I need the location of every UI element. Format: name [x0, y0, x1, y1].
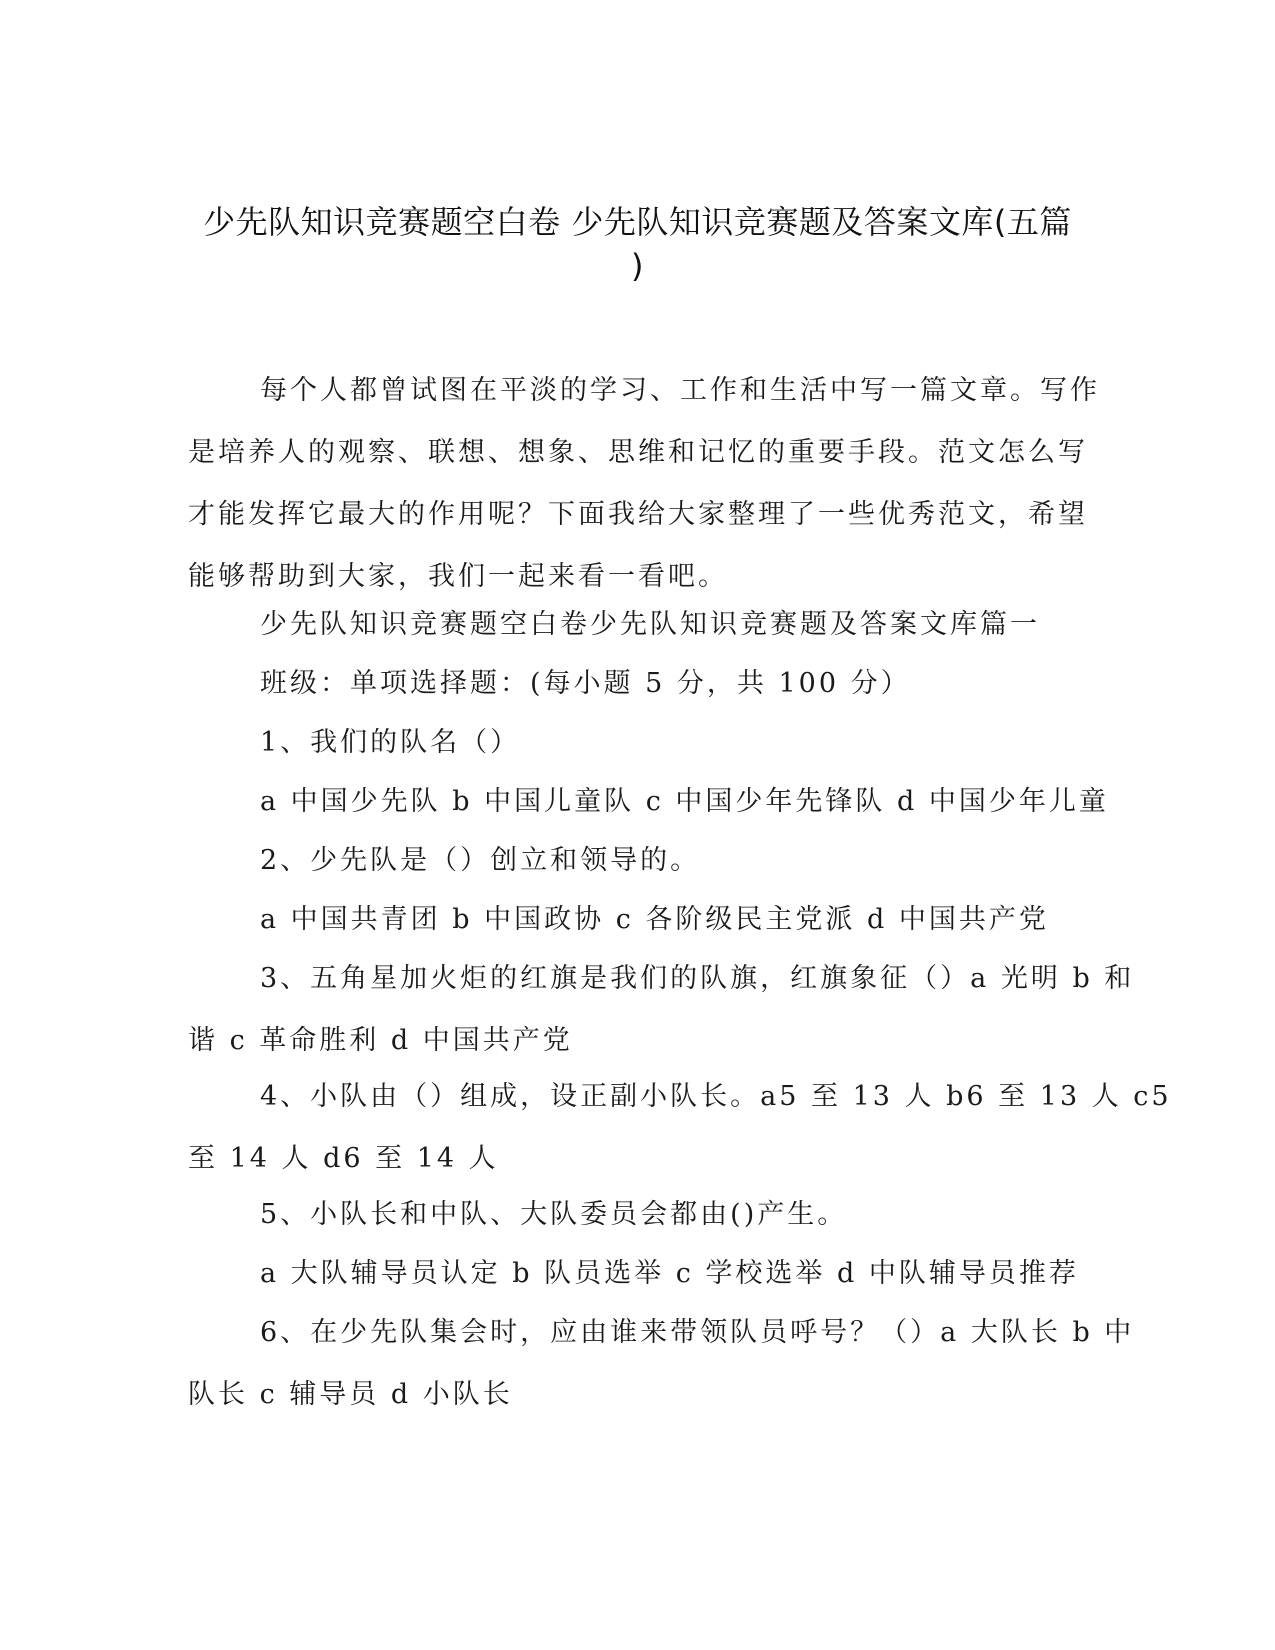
title-line-2: ) — [631, 247, 644, 285]
question-4 — [188, 1066, 1172, 1190]
section-heading: 少先队知识竞赛题空白卷少先队知识竞赛题及答案文库篇一 — [260, 609, 1040, 640]
question-2: 2、少先队是（）创立和领导的。 — [260, 845, 701, 876]
intro-paragraph — [188, 360, 1100, 608]
question-3-line-1: 3、五角星加火炬的红旗是我们的队旗，红旗象征（）a 光明 b 和 — [260, 963, 1135, 994]
intro-line-3: 才能发挥它最大的作用呢？下面我给大家整理了一些优秀范文，希望 — [188, 499, 1088, 530]
question-5: 5、小队长和中队、大队委员会都由()产生。 — [260, 1199, 848, 1230]
intro-line-2: 是培养人的观察、联想、想象、思维和记忆的重要手段。范文怎么写 — [188, 437, 1088, 468]
intro-line-4: 能够帮助到大家，我们一起来看一看吧。 — [188, 561, 728, 592]
question-2-options: a 中国共青团 b 中国政协 c 各阶级民主党派 d 中国共产党 — [260, 904, 1049, 935]
question-6-line-1: 6、在少先队集会时，应由谁来带领队员呼号？（）a 大队长 b 中 — [260, 1317, 1135, 1348]
question-6-line-2: 队长 c 辅导员 d 小队长 — [188, 1379, 513, 1410]
question-4-line-1: 4、小队由（）组成，设正副小队长。a5 至 13 人 b6 至 13 人 c5 — [260, 1081, 1172, 1112]
question-1-options: a 中国少先队 b 中国儿童队 c 中国少年先锋队 d 中国少年儿童 — [260, 786, 1109, 817]
title-line-1: 少先队知识竞赛题空白卷 少先队知识竞赛题及答案文库(五篇 — [203, 203, 1072, 241]
document-title — [180, 200, 1095, 288]
intro-line-1: 每个人都曾试图在平淡的学习、工作和生活中写一篇文章。写作 — [260, 375, 1100, 406]
question-6 — [188, 1302, 1135, 1426]
question-3-line-2: 谐 c 革命胜利 d 中国共产党 — [188, 1025, 573, 1056]
question-1: 1、我们的队名（） — [260, 727, 521, 758]
question-4-line-2: 至 14 人 d6 至 14 人 — [188, 1143, 499, 1174]
class-line: 班级：单项选择题：(每小题 5 分，共 100 分） — [260, 668, 911, 699]
question-3 — [188, 948, 1135, 1072]
question-5-options: a 大队辅导员认定 b 队员选举 c 学校选举 d 中队辅导员推荐 — [260, 1258, 1079, 1289]
